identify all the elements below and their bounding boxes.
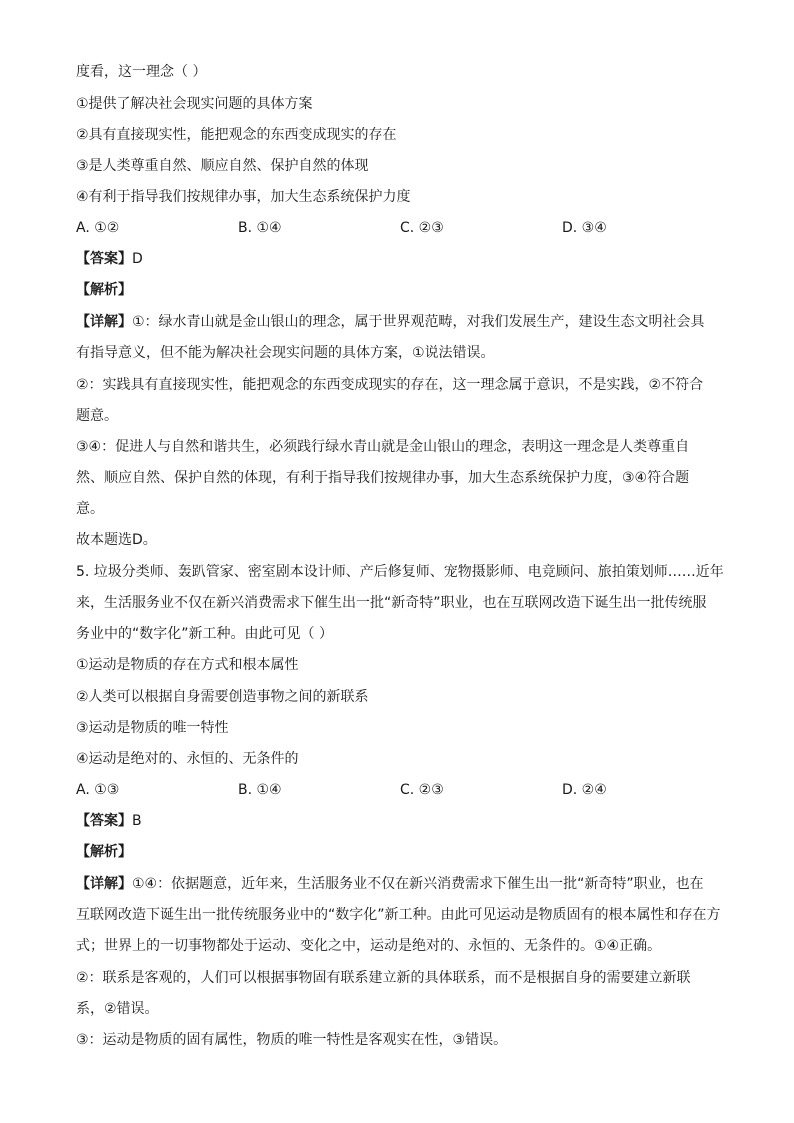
q4-statement-2: ②具有直接现实性，能把观念的东西变成现实的存在 <box>76 127 397 143</box>
q5-option-a: A. ①③ <box>76 782 120 798</box>
detail-label: 【详解】 <box>76 876 132 892</box>
q5-stem-line-1: 5. 垃圾分类师、轰趴管家、密室剧本设计师、产后修复师、宠物摄影师、电竞顾问、旅拍策划师……近年 <box>76 564 724 580</box>
q4-detail-line-3: ②：实践具有直接现实性，能把观念的东西变成现实的存在，这一理念属于意识，不是实践，②不符合 <box>76 377 704 393</box>
q4-conclusion: 故本题选D。 <box>76 532 157 548</box>
q5-answer <box>76 812 142 830</box>
q4-option-c: C. ②③ <box>400 220 444 236</box>
q5-option-b: B. ①④ <box>238 782 282 798</box>
q4-options <box>76 219 726 237</box>
q5-detail-line-1 <box>76 875 704 893</box>
q4-detail-line-7: 意。 <box>76 501 104 517</box>
answer-label: 【答案】 <box>76 813 132 829</box>
answer-value: B <box>132 813 142 829</box>
q4-detail-line-2: 有指导意义，但不能为解决社会现实问题的具体方案，①说法错误。 <box>76 345 495 361</box>
q4-detail-line-4: 题意。 <box>76 408 118 424</box>
q5-options <box>76 781 726 799</box>
q5-statement-4: ④运动是绝对的、永恒的、无条件的 <box>76 751 299 767</box>
q4-analysis-label: 【解析】 <box>76 282 132 298</box>
q5-stem-line-2: 来，生活服务业不仅在新兴消费需求下催生出一批“新奇特”职业，也在互联网改造下诞生出一批传统服 <box>76 595 707 611</box>
q5-stem-line-3: 务业中的“数字化”新工种。由此可见（ ） <box>76 626 333 642</box>
q4-statement-3: ③是人类尊重自然、顺应自然、保护自然的体现 <box>76 158 369 174</box>
detail-text: ①④：依据题意，近年来，生活服务业不仅在新兴消费需求下催生出一批“新奇特”职业，也在 <box>132 876 704 892</box>
q4-statement-4: ④有利于指导我们按规律办事，加大生态系统保护力度 <box>76 189 411 205</box>
q4-detail-line-6: 然、顺应自然、保护自然的体现，有利于指导我们按规律办事，加大生态系统保护力度，③④符合题 <box>76 470 690 486</box>
q4-stem-end: 度看，这一理念（ ） <box>76 64 207 80</box>
q4-option-a: A. ①② <box>76 220 120 236</box>
q4-statement-1: ①提供了解决社会现实问题的具体方案 <box>76 96 313 112</box>
q5-option-d: D. ②④ <box>562 782 607 798</box>
q4-option-b: B. ①④ <box>238 220 282 236</box>
q4-detail-line-5: ③④：促进人与自然和谐共生，必须践行绿水青山就是金山银山的理念，表明这一理念是人类尊重自 <box>76 439 690 455</box>
q4-option-d: D. ③④ <box>562 220 607 236</box>
detail-label: 【详解】 <box>76 314 132 330</box>
q5-statement-1: ①运动是物质的存在方式和根本属性 <box>76 657 299 673</box>
q5-option-c: C. ②③ <box>400 782 444 798</box>
detail-text: ①：绿水青山就是金山银山的理念，属于世界观范畴，对我们发展生产，建设生态文明社会具 <box>132 314 705 330</box>
q4-detail-line-1 <box>76 313 705 331</box>
answer-value: D <box>132 251 143 267</box>
q5-statement-2: ②人类可以根据自身需要创造事物之间的新联系 <box>76 689 369 705</box>
q5-detail-line-2: 互联网改造下诞生出一批传统服务业中的“数字化”新工种。由此可见运动是物质固有的根本属性和存在方 <box>76 907 721 923</box>
q5-detail-line-6: ③：运动是物质的固有属性，物质的唯一特性是客观实在性，③错误。 <box>76 1032 508 1048</box>
q5-analysis-label: 【解析】 <box>76 844 132 860</box>
q5-detail-line-5: 系，②错误。 <box>76 1001 159 1017</box>
q5-detail-line-3: 式；世界上的一切事物都处于运动、变化之中，运动是绝对的、永恒的、无条件的。①④正确。 <box>76 938 662 954</box>
q5-detail-line-4: ②：联系是客观的，人们可以根据事物固有联系建立新的具体联系，而不是根据自身的需要建立新联 <box>76 970 691 986</box>
q5-statement-3: ③运动是物质的唯一特性 <box>76 720 229 736</box>
answer-label: 【答案】 <box>76 251 132 267</box>
q4-answer <box>76 250 143 268</box>
